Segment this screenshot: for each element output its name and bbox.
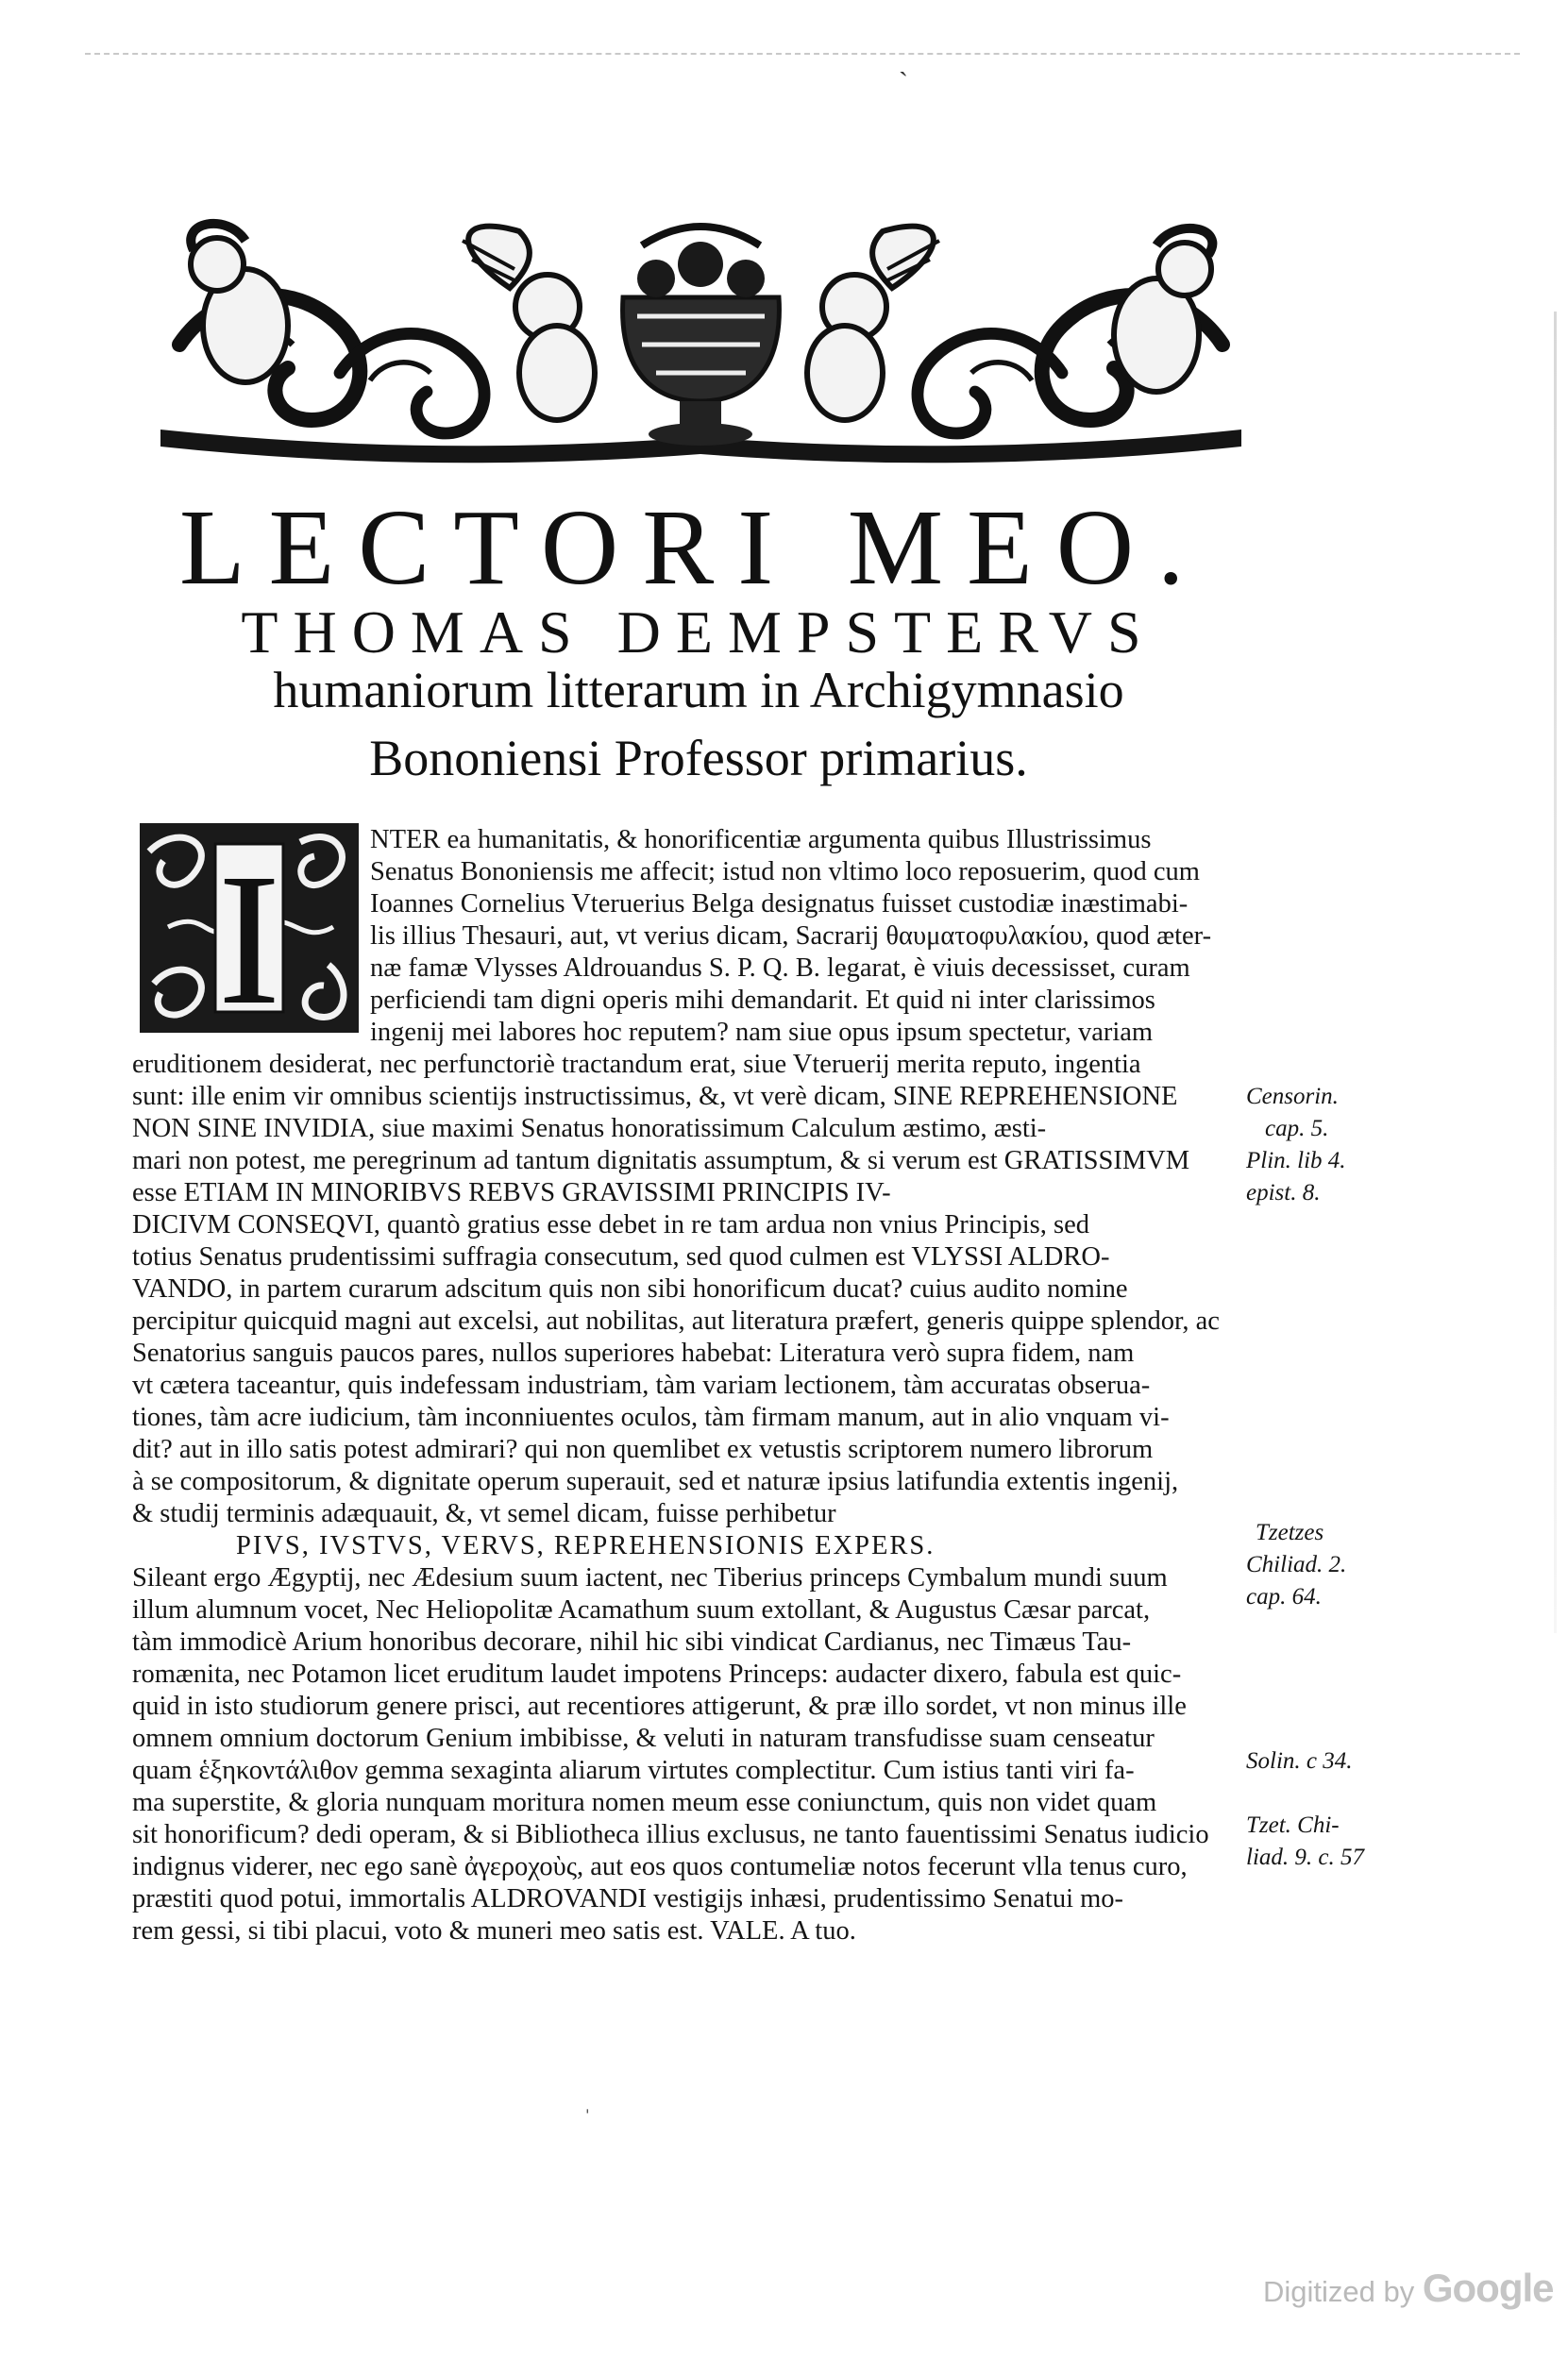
margin-note: liad. 9. c. 57 [1246, 1845, 1364, 1870]
text-line: à se compositorum, & dignitate operum superauit, sed et naturæ ipsius latifundia extentis ingenij, [132, 1467, 1179, 1496]
text-line: rem gessi, si tibi placui, voto & muneri meo satis est. VALE. A tuo. [132, 1916, 856, 1946]
text-line: sit honorificum? dedi operam, & si Bibliotheca illius exclusus, ne tanto fauentissimi Senatus iudicio [132, 1820, 1209, 1849]
page-title: LECTORI MEO. [179, 487, 1208, 607]
text-line: Senatorius sanguis paucos pares, nullos superiores habebat: Literatura verò supra fidem, nam [132, 1339, 1135, 1368]
author-title-line-2: Bononiensi Professor primarius. [369, 730, 1028, 786]
margin-note: Censorin. [1246, 1084, 1339, 1109]
text-line: ingenij mei labores hoc reputem? nam siue opus ipsum spectetur, variam [370, 1018, 1154, 1047]
margin-note: cap. 64. [1246, 1584, 1322, 1610]
text-line: tàm immodicè Arium honoribus decorare, nihil hic sibi vindicat Cardianus, nec Timæus Tau- [132, 1627, 1132, 1657]
text-line: quid in isto studiorum genere prisci, aut recentiores attigerunt, & præ illo sordet, vt non minus ille [132, 1692, 1187, 1721]
text-line: romænita, nec Potamon licet eruditum laudet impotens Princeps: audacter dixero, fabula est quic- [132, 1660, 1182, 1689]
text-line: eruditionem desiderat, nec perfunctoriè tractandum erat, siue Vteruerij merita reputo, ingentia [132, 1050, 1141, 1079]
text-line: præstiti quod potui, immortalis ALDROVANDI vestigijs inhæsi, prudentissimo Senatui mo- [132, 1884, 1124, 1913]
text-line: NON SINE INVIDIA, siue maximi Senatus honoratissimum Calculum æstimo, æsti- [132, 1114, 1047, 1143]
text-line: sunt: ille enim vir omnibus scientijs instructissimus, &, vt verè dicam, SINE REPREHENSIONE [132, 1082, 1178, 1111]
text-line: VANDO, in partem curarum adscitum quis non sibi honorificum ducat? cuius audito nomine [132, 1274, 1128, 1304]
text-line: totius Senatus prudentissimi suffragia consecutum, sed quod culmen est VLYSSI ALDRO- [132, 1242, 1110, 1272]
margin-note: Tzetzes [1256, 1520, 1324, 1545]
text-line: indignus viderer, nec ego sanè ἀγεροχοὺς, aut eos quos contumeliæ notos fecerunt vlla tenus curo, [132, 1852, 1188, 1881]
text-line: perficiendi tam digni operis mihi demandarit. Et quid ni inter clarissimos [370, 986, 1155, 1015]
text-line: Ioannes Cornelius Vteruerius Belga designatus fuisset custodiæ inæstimabi- [370, 889, 1189, 919]
text-line: tiones, tàm acre iudicium, tàm inconniuentes oculos, tàm firmam manum, aut in alio vnquam vi- [132, 1403, 1170, 1432]
text-line: esse ETIAM IN MINORIBVS REBVS GRAVISSIMI PRINCIPIS IV- [132, 1178, 891, 1207]
text-line: vt cætera taceantur, quis indefessam industriam, tàm variam lectionem, tàm accuratas obserua- [132, 1371, 1151, 1400]
text-line: omnem omnium doctorum Genium imbibisse, & veluti in naturam transfudisse suam censeatur [132, 1724, 1155, 1753]
margin-note: cap. 5. [1265, 1116, 1329, 1141]
text-line: lis illius Thesauri, aut, vt verius dicam, Sacrarij θαυματοφυλακίου, quod æter- [370, 921, 1212, 951]
text-line: dit? aut in illo satis potest admirari? qui non quemlibet ex vetustis scriptorem numero librorum [132, 1435, 1154, 1464]
ink-mark: ˏ [899, 45, 908, 76]
text-line: & studij terminis adæquauit, &, vt semel dicam, fuisse perhibetur [132, 1499, 836, 1528]
text-line-emphasis: PIVS, IVSTVS, VERVS, REPREHENSIONIS EXPERS. [236, 1531, 936, 1560]
author-title-line-1: humaniorum litterarum in Archigymnasio [273, 662, 1124, 718]
ink-mark: ˌ [583, 2086, 592, 2114]
author-name: THOMAS DEMPSTERVS [241, 598, 1156, 666]
margin-note: Solin. c 34. [1246, 1748, 1353, 1774]
text-line: NTER ea humanitatis, & honorificentiæ argumenta quibus Illustrissimus [370, 825, 1152, 854]
text-line: Senatus Bononiensis me affecit; istud non vltimo loco reposuerim, quod cum [370, 857, 1200, 886]
margin-note: Tzet. Chi- [1246, 1812, 1340, 1838]
margin-note: Chiliad. 2. [1246, 1552, 1347, 1577]
digitized-watermark [1263, 2266, 1554, 2311]
text-line: DICIVM CONSEQVI, quantò gratius esse debet in re tam ardua non vnius Principis, sed [132, 1210, 1089, 1239]
text-line: næ famæ Vlysses Aldrouandus S. P. Q. B. legarat, è viuis decessisset, curam [370, 953, 1190, 983]
text-line: Sileant ergo Ægyptij, nec Ædesium suum iactent, nec Tiberius princeps Cymbalum mundi suum [132, 1563, 1168, 1593]
text-line: percipitur quicquid magni aut excelsi, aut nobilitas, aut literatura præfert, generis quippe splendor, ac [132, 1306, 1220, 1336]
drop-cap-letter: I [217, 835, 281, 1033]
watermark-prefix: Digitized by [1263, 2275, 1423, 2308]
margin-note: Plin. lib 4. [1246, 1148, 1346, 1173]
margin-note: epist. 8. [1246, 1180, 1321, 1205]
text-line: ma superstite, & gloria nunquam moritura nomen meum esse coniunctum, quis non videt quam [132, 1788, 1157, 1817]
text-line: quam ἑξηκοντάλιθον gemma sexaginta aliarum virtutes complectitur. Cum istius tanti viri fa- [132, 1756, 1135, 1785]
text-line: illum alumnum vocet, Nec Heliopolitæ Acamathum suum extollant, & Augustus Cæsar parcat, [132, 1595, 1151, 1625]
text-line: mari non potest, me peregrinum ad tantum dignitatis assumptum, & si verum est GRATISSIMVM [132, 1146, 1190, 1175]
google-logo: Google [1422, 2266, 1554, 2310]
